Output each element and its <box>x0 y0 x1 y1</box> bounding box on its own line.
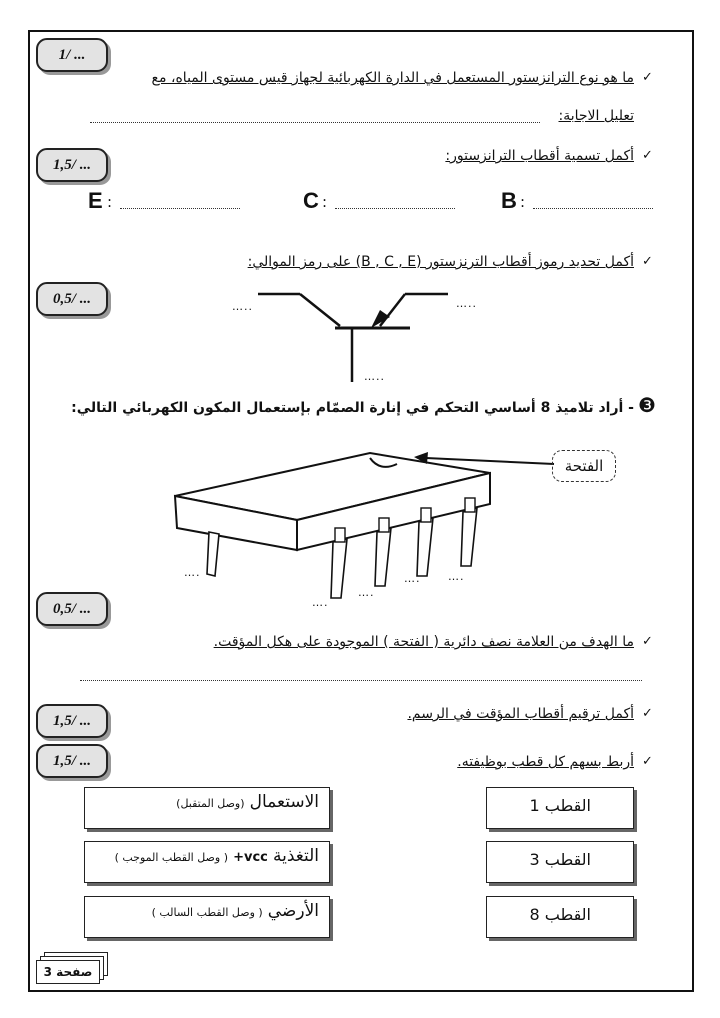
timer-chip-drawing <box>165 448 525 610</box>
pin-label: القطب 8 <box>529 905 591 924</box>
blank-dots: ….. <box>456 297 477 310</box>
pin-label: القطب 1 <box>529 796 591 815</box>
function-box-use[interactable] <box>84 787 330 829</box>
pin-box-8[interactable] <box>486 896 634 938</box>
question-text: أكمل تسمية أقطاب الترانزستور: <box>445 148 634 164</box>
blank-dots: …. <box>404 572 421 585</box>
page-number: صفحة 3 <box>36 960 100 984</box>
blank-dots: ….. <box>364 370 385 383</box>
blank-dots: ….. <box>232 300 253 313</box>
answer-line[interactable] <box>120 208 240 209</box>
function-name: التغذية <box>272 846 319 866</box>
colon: : <box>322 193 328 211</box>
check-icon: ✓ <box>642 254 653 269</box>
function-desc: ( وصل القطب الموجب ) <box>114 851 228 864</box>
function-desc: ( وصل القطب السالب ) <box>151 906 263 919</box>
blank-dots: …. <box>448 570 465 583</box>
function-name: الأرضي <box>267 901 319 921</box>
check-icon: ✓ <box>642 148 653 163</box>
notch-label: الفتحة <box>552 450 616 482</box>
question-text: ما هو نوع الترانزستور المستعمل في الدارة الكهربائية لجهاز قيس مستوى المياه، مع <box>151 70 634 86</box>
function-name: الاستعمال <box>249 792 319 812</box>
pin-box-1[interactable] <box>486 787 634 829</box>
answer-line[interactable] <box>80 680 642 681</box>
score-box: 1,5/ ... <box>36 704 108 738</box>
function-extra: vcc+ <box>233 850 268 865</box>
function-desc: (وصل المتقبل) <box>176 797 245 810</box>
function-box-supply[interactable] <box>84 841 330 883</box>
question-text: أربط بسهم كل قطب بوظيفته. <box>457 754 634 770</box>
blank-dots: …. <box>358 586 375 599</box>
score-box: 0,5/ ... <box>36 592 108 626</box>
terminal-label-c: C <box>303 188 319 213</box>
colon: : <box>520 193 526 211</box>
pin-label: القطب 3 <box>529 850 591 869</box>
blank-dots: …. <box>184 566 201 579</box>
question-text: ما الهدف من العلامة نصف دائرية ( الفتحة ) الموجودة على هكل المؤقت. <box>213 634 634 650</box>
question-text: تعليل الاجابة: <box>558 108 634 124</box>
answer-line[interactable] <box>533 208 653 209</box>
question-text: أكمل ترقيم أقطاب المؤقت في الرسم. <box>407 706 634 722</box>
answer-line[interactable] <box>335 208 455 209</box>
terminal-label-b: B <box>501 188 517 213</box>
blank-dots: …. <box>312 596 329 609</box>
check-icon: ✓ <box>642 70 653 85</box>
pin-box-3[interactable] <box>486 841 634 883</box>
function-box-ground[interactable] <box>84 896 330 938</box>
score-box: 1,5/ ... <box>36 148 108 182</box>
colon: : <box>107 193 113 211</box>
score-box: 1/ ... <box>36 38 108 72</box>
transistor-symbol <box>250 284 460 384</box>
question-text: أكمل تحديد رموز أقطاب الترنزستور (B , C , E) على رمز الموالي: <box>247 254 634 270</box>
check-icon: ✓ <box>642 754 653 769</box>
check-icon: ✓ <box>642 634 653 649</box>
exercise-text: - أراد تلاميذ 8 أساسي التحكم في إنارة الصمّام بإستعمال المكون الكهربائي التالي: <box>71 400 634 416</box>
terminal-label-e: E <box>88 188 103 213</box>
exercise-number-icon: ❸ <box>638 393 656 417</box>
notch-arrow <box>410 450 560 470</box>
answer-line[interactable] <box>90 122 540 123</box>
score-box: 0,5/ ... <box>36 282 108 316</box>
check-icon: ✓ <box>642 706 653 721</box>
score-box: 1,5/ ... <box>36 744 108 778</box>
